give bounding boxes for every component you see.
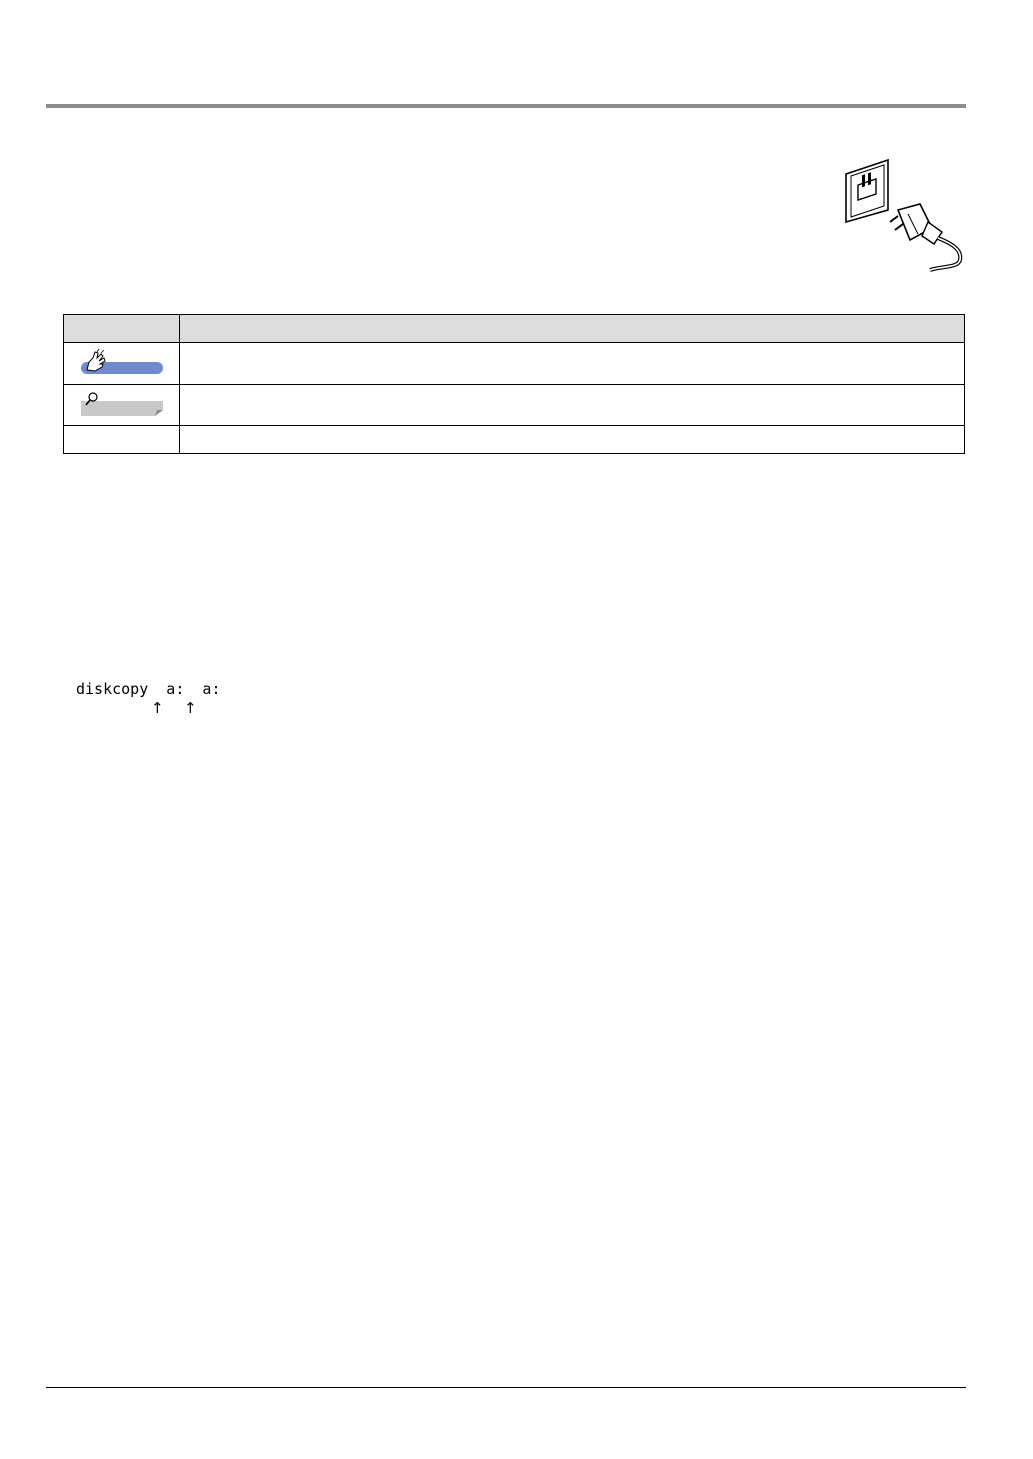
command-example: diskcopy a: a: xyxy=(76,680,221,698)
header-rule xyxy=(46,104,966,108)
legend-description-cell xyxy=(180,385,965,426)
legend-description-cell xyxy=(180,343,965,385)
wall-outlet xyxy=(846,160,888,222)
up-arrow-icon: ↑ xyxy=(184,699,197,717)
footer-rule xyxy=(46,1387,966,1388)
reference-icon xyxy=(79,390,165,418)
power-plug-outlet-illustration xyxy=(838,152,968,278)
legend-header-mark xyxy=(64,315,180,343)
legend-table-header-row xyxy=(64,315,965,343)
legend-table xyxy=(63,314,965,454)
legend-mark-cell xyxy=(64,343,180,385)
plug xyxy=(890,204,960,270)
point-icon xyxy=(79,348,165,376)
legend-mark-cell xyxy=(64,426,180,454)
command-arrows xyxy=(76,699,276,719)
up-arrow-icon: ↑ xyxy=(151,699,164,717)
table-row xyxy=(64,385,965,426)
table-row xyxy=(64,426,965,454)
legend-header-description xyxy=(180,315,965,343)
legend-mark-cell xyxy=(64,385,180,426)
legend-description-cell xyxy=(180,426,965,454)
table-row xyxy=(64,343,965,385)
